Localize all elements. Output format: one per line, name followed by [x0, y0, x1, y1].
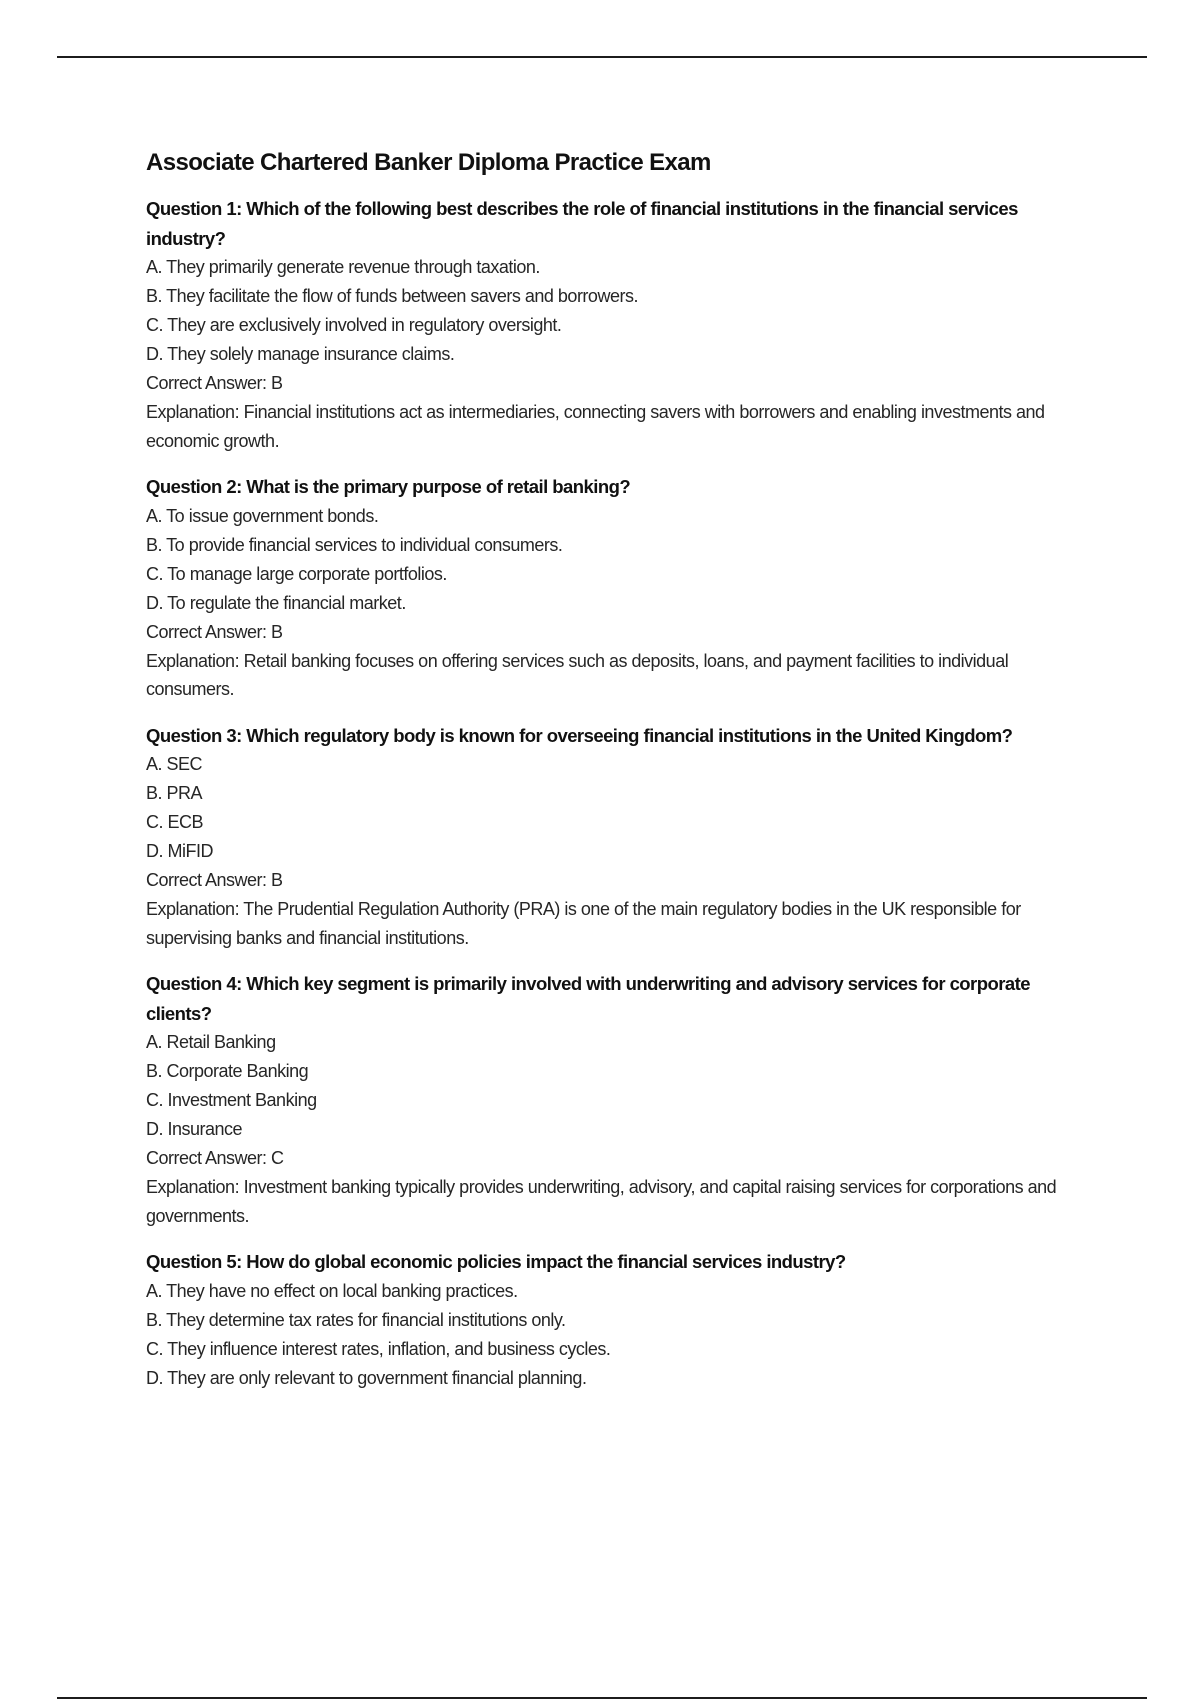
question-block-5 — [146, 1247, 1096, 1393]
option-d: D. To regulate the financial market. — [146, 592, 406, 613]
correct-answer: Correct Answer: B — [146, 373, 283, 393]
option-c: C. They influence interest rates, inflation, and business cycles. — [146, 1338, 611, 1359]
question-text: Question 5: How do global economic policies impact the financial services industry? — [146, 1251, 846, 1272]
option-b: B. To provide financial services to individual consumers. — [146, 534, 563, 555]
option-d: D. They are only relevant to government financial planning. — [146, 1367, 587, 1388]
option-c: C. Investment Banking — [146, 1090, 317, 1110]
question-text: Question 1: Which of the following best describes the role of financial institutions in the financial services industry? — [146, 198, 1018, 249]
header-rule — [57, 56, 1147, 58]
document-body — [146, 148, 1096, 1410]
option-a: A. They primarily generate revenue through taxation. — [146, 257, 540, 277]
explanation: Explanation: The Prudential Regulation Authority (PRA) is one of the main regulatory bodies in the UK responsible for supervising banks and financial institutions. — [146, 899, 1021, 948]
option-b: B. They facilitate the flow of funds between savers and borrowers. — [146, 286, 638, 306]
question-block-4 — [146, 969, 1096, 1230]
question-text: Question 3: Which regulatory body is known for overseeing financial institutions in the United Kingdom? — [146, 724, 1013, 746]
option-c: C. To manage large corporate portfolios. — [146, 563, 447, 584]
option-b: B. PRA — [146, 783, 203, 803]
option-a: A. Retail Banking — [146, 1032, 276, 1052]
question-block-2 — [146, 472, 1096, 704]
option-a: A. They have no effect on local banking practices. — [146, 1280, 518, 1301]
explanation: Explanation: Investment banking typically provides underwriting, advisory, and capital raising services for corporations and governments. — [146, 1177, 1057, 1226]
option-a: A. SEC — [146, 754, 203, 774]
question-text: Question 2: What is the primary purpose of retail banking? — [146, 476, 631, 497]
question-block-3 — [146, 721, 1096, 953]
question-block-1 — [146, 194, 1096, 455]
option-b: B. Corporate Banking — [146, 1061, 309, 1081]
explanation: Explanation: Retail banking focuses on offering services such as deposits, loans, and payment facilities to individual consumers. — [146, 650, 1009, 699]
footer-rule — [57, 1697, 1147, 1699]
option-d: D. Insurance — [146, 1119, 243, 1139]
correct-answer: Correct Answer: B — [146, 621, 283, 642]
question-text: Question 4: Which key segment is primarily involved with underwriting and advisory services for corporate clients? — [146, 973, 1030, 1024]
option-d: D. MiFID — [146, 841, 213, 861]
option-d: D. They solely manage insurance claims. — [146, 344, 455, 364]
correct-answer: Correct Answer: B — [146, 870, 283, 890]
option-b: B. They determine tax rates for financial institutions only. — [146, 1309, 566, 1330]
option-c: C. ECB — [146, 812, 204, 832]
page-title: Associate Chartered Banker Diploma Practice Exam — [146, 149, 711, 176]
option-c: C. They are exclusively involved in regulatory oversight. — [146, 315, 562, 335]
explanation: Explanation: Financial institutions act as intermediaries, connecting savers with borrowers and enabling investments and economic growth. — [146, 402, 1045, 451]
correct-answer: Correct Answer: C — [146, 1148, 284, 1168]
option-a: A. To issue government bonds. — [146, 505, 379, 526]
